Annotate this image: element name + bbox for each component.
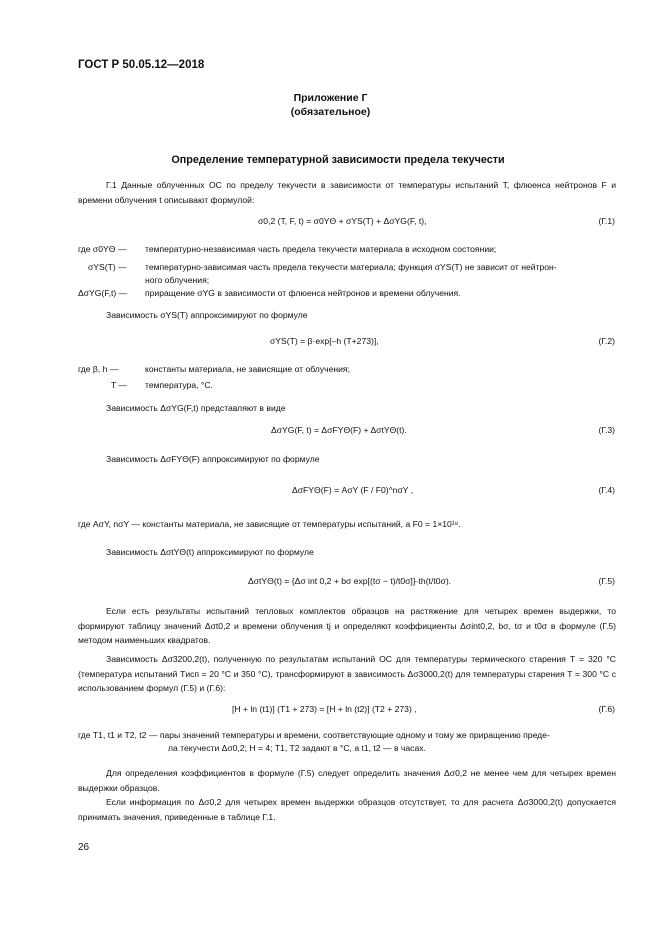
formula-g4-number: (Г.4): [598, 485, 615, 495]
formula-g2: σYS(T) = β·exp[–h (T+273)],: [270, 336, 379, 346]
formula-g1: σ0,2 (T, F, t) = σ0YΘ + σYS(T) + ΔσYG(F, t),: [258, 216, 427, 226]
definition-term: σYS(T) —: [88, 262, 127, 272]
definition-line: ла текучести Δσ0,2; H = 4; T1, T2 задают в °С, а t1, t2 — в часах.: [168, 743, 426, 753]
definition-text: температура, °С.: [145, 380, 213, 390]
section-title: Определение температурной зависимости предела текучести: [171, 154, 505, 166]
appendix-title: Приложение Г: [293, 92, 368, 104]
definition-text: температурно-независимая часть предела текучести материала в исходном состоянии;: [145, 244, 497, 254]
definition-term: T —: [111, 380, 128, 390]
paragraph-coefficients: Для определения коэффициентов в формуле (Г.5) следует определить значения Δσ0,2 не менее чем для четырех времен выдержки образцов.: [78, 768, 616, 793]
document-header: ГОСТ Р 50.05.12—2018: [78, 59, 205, 71]
paragraph-g4-intro: Зависимость ΔσFYΘ(F) аппроксимируют по формуле: [106, 454, 320, 464]
formula-g3: ΔσYG(F, t) = ΔσFYΘ(F) + ΔσtYΘ(t).: [271, 425, 407, 435]
formula-g2-number: (Г.2): [598, 336, 615, 346]
definition-text: константы материала, не зависящие от облучения;: [145, 364, 350, 374]
paragraph-g5-intro: Зависимость ΔσtYΘ(t) аппроксимируют по формуле: [106, 547, 314, 557]
paragraph-aging: Зависимость Δσ3200,2(t), полученную по результатам испытаний ОС для температуры термического старения T = 320 °С (температура испытаний Tисп = 20 °С и 350 °С), трансформируют в зависимость Δσ3000,2(t) для температуры старения T = 300 °С с использованием формул (Г.5) и (Г.6):: [78, 654, 616, 693]
definition-text: ного облучения;: [145, 275, 210, 285]
definition-line: где AσY, nσY — константы материала, не зависящие от температуры испытаний, а F0 = 1×10¹⁸.: [78, 519, 461, 529]
definition-term: где σ0YΘ —: [78, 244, 127, 254]
paragraph-info: Если информация по Δσ0,2 для четырех времен выдержки образцов отсутствует, то для расчета Δσ3000,2(t) допускается принимать значения, приведенные в таблице Г.1.: [78, 797, 616, 822]
appendix-status: (обязательное): [290, 106, 371, 118]
definition-text: приращение σYG в зависимости от флюенса нейтронов и времени облучения.: [145, 288, 461, 298]
definition-text: температурно-зависимая часть предела текучести материала; функция σYS(T) не зависит от нейтрон-: [145, 262, 557, 272]
paragraph-tests: Если есть результаты испытаний тепловых комплектов образцов на растяжение для четырех времен выдержки, то формируют таблицу значений Δσt0,2 и времени облучения tj и определяют коэффициенты Δσint0,2, bσ, tσ и t0σ в формуле (Г.5) методом наименьших квадратов.: [78, 606, 616, 645]
definition-term: ΔσYG(F,t) —: [78, 288, 128, 298]
formula-g1-number: (Г.1): [598, 216, 615, 226]
paragraph-g2-intro: Зависимость σYS(T) аппроксимируют по формуле: [106, 310, 308, 320]
definition-term: где β, h —: [78, 364, 119, 374]
intro-paragraph: Г.1 Данные облученных ОС по пределу текучести в зависимости от температуры испытаний T, флюенса нейтронов F и времени облучения t описывают формулой:: [78, 180, 616, 205]
paragraph-g3-intro: Зависимость ΔσYG(F,t) представляют в виде: [106, 403, 286, 413]
formula-g5-number: (Г.5): [598, 576, 615, 586]
formula-g6: [H + ln (t1)] (T1 + 273) = [H + ln (t2)] (T2 + 273) ,: [232, 704, 417, 714]
formula-g4: ΔσFYΘ(F) = AσY (F / F0)^nσY ,: [292, 485, 414, 495]
definition-line: где T1, t1 и T2, t2 — пары значений температуры и времени, соответствующие одному и тому же приращению преде-: [78, 730, 550, 740]
formula-g3-number: (Г.3): [598, 425, 615, 435]
formula-g5: ΔσtYΘ(t) = {Δσ int 0,2 + bσ exp[(tσ − t)/t0σ]}·th(t/t0σ).: [248, 576, 452, 586]
page-number: 26: [78, 842, 90, 853]
formula-g6-number: (Г.6): [598, 704, 615, 714]
